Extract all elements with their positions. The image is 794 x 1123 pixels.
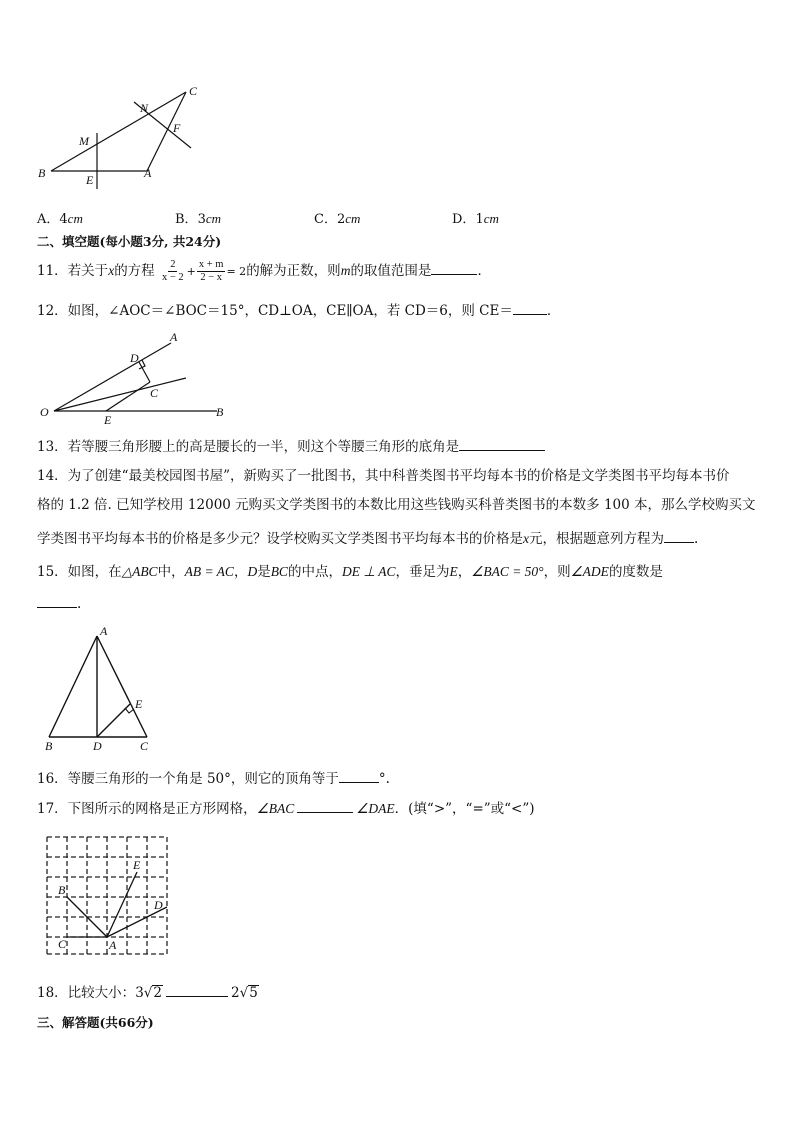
q11-text-3: 的解为正数，则 <box>246 263 341 279</box>
option-a-unit: cm <box>67 211 83 226</box>
q11-equals: = 2 <box>226 265 247 278</box>
label-A: A <box>144 166 152 180</box>
q15-triangle: △ABC <box>121 564 158 579</box>
label-C: C <box>140 739 149 753</box>
q14-text-a: 学类图书平均每本书的价格是多少元？设学校购买文学类图书平均每本书的价格是 <box>37 531 523 547</box>
q14-answer-blank[interactable] <box>664 530 694 543</box>
q15-text-6: ，垂足为 <box>395 564 450 580</box>
option-b-letter: B． <box>175 212 198 227</box>
q15-point-e: E <box>449 564 458 579</box>
question-12 <box>37 302 560 320</box>
figure-q12-angle <box>36 328 236 426</box>
q11-fraction-2 <box>197 259 226 284</box>
question-14-line-2: 格的 1.2 倍. 已知学校用 12000 元购买文学类图书的本数比用这些钱购买科普类图书的本数多 100 本，那么学校购买文 <box>37 497 756 513</box>
segment-AC <box>97 636 147 737</box>
q18-radicand-1: 2 <box>153 985 162 1001</box>
q16-text: 16．等腰三角形的一个角是 50°，则它的顶角等于 <box>37 771 339 787</box>
q13-answer-blank[interactable] <box>459 438 545 451</box>
q13-text: 13．若等腰三角形腰上的高是腰长的一半，则这个等腰三角形的底角是 <box>37 439 460 455</box>
q17-angle-dae: ∠DAE <box>356 801 395 816</box>
q11-fraction-1 <box>160 259 186 284</box>
q11-frac1-den: x − 2 <box>161 272 184 283</box>
q11-text-2: 的方程 <box>114 263 155 279</box>
q15-point-d: D <box>247 564 258 579</box>
label-O: O <box>40 405 49 419</box>
figure-q17-grid <box>42 832 174 958</box>
question-15 <box>37 563 663 581</box>
option-a[interactable] <box>37 208 83 227</box>
label-F: F <box>173 121 181 135</box>
question-14-line-3 <box>37 530 698 548</box>
label-B: B <box>38 166 46 180</box>
question-16 <box>37 770 390 788</box>
label-A: A <box>109 938 117 952</box>
ray-OC <box>54 378 186 411</box>
q17-text-1: 17．下图所示的网格是正方形网格， <box>37 801 257 817</box>
q18-coef-2: 2 <box>230 985 240 1001</box>
q18-radicand-2: 5 <box>249 985 258 1001</box>
q11-text-5: ． <box>477 263 491 279</box>
question-13 <box>37 438 545 456</box>
q14-var-x: x <box>523 531 529 546</box>
label-B: B <box>58 883 66 897</box>
section-heading-solutions: 三、解答题(共66分) <box>37 1015 154 1030</box>
q12-text: 12．如图，∠AOC＝∠BOC＝15°，CD⊥OA，CE∥OA，若 CD＝6，则 CE＝ <box>37 303 513 319</box>
q11-frac2-den: 2 − x <box>200 272 222 283</box>
section-heading-fill-in: 二、填空题(每小题3分, 共24分) <box>37 234 222 249</box>
option-c-value: 2 <box>336 212 346 227</box>
option-a-letter: A． <box>37 212 60 227</box>
q15-text-3: ， <box>233 564 248 580</box>
q16-answer-blank[interactable] <box>339 770 379 783</box>
q15-cond-1: AB = AC <box>184 564 234 579</box>
q15-text-9: 的度数是 <box>608 564 663 580</box>
label-M: M <box>79 134 89 148</box>
q18-radical-2: √ <box>239 985 249 1001</box>
q18-answer-blank[interactable] <box>166 984 228 997</box>
option-b[interactable] <box>175 208 221 227</box>
q11-answer-blank[interactable] <box>431 262 477 275</box>
q14-text-b: 元，根据题意列方程为 <box>529 531 664 547</box>
q12-end: ． <box>546 303 561 319</box>
question-17 <box>37 800 535 818</box>
question-14-line-1: 14．为了创建“最美校园图书屋”，新购买了一批图书，其中科普类图书平均每本书的价格是文学类图书平均每本书价 <box>37 468 730 484</box>
q15-text-7: ， <box>457 564 472 580</box>
q11-text-1: 11．若关于 <box>37 263 109 279</box>
segment-AB <box>49 636 97 737</box>
q11-text-4: 的取值范围是 <box>350 263 432 279</box>
segment-DE <box>97 704 130 737</box>
label-E: E <box>104 413 112 426</box>
q17-text-2: ．(填“>”，“=”或“<”) <box>394 801 535 817</box>
label-C: C <box>58 937 67 951</box>
figure-q10-triangle <box>30 78 210 193</box>
question-18 <box>37 984 259 1002</box>
label-E: E <box>86 173 94 187</box>
q15-text-8: ，则 <box>543 564 571 580</box>
label-C: C <box>189 84 198 98</box>
label-N: N <box>140 101 149 115</box>
q11-var-x: x <box>108 263 115 278</box>
q15-segment-bc: BC <box>270 564 288 579</box>
q14-end: . <box>694 531 699 547</box>
q15-angle-ade: ∠ADE <box>570 564 609 579</box>
label-E: E <box>135 697 143 711</box>
q15-cond-perp: DE ⊥ AC <box>341 564 396 579</box>
label-D: D <box>154 898 163 912</box>
option-d-unit: cm <box>483 211 499 226</box>
label-B: B <box>216 405 224 419</box>
label-D: D <box>93 739 102 753</box>
label-C: C <box>150 386 159 400</box>
question-15-answer-line <box>37 595 81 613</box>
q15-text-4: 是 <box>257 564 271 580</box>
q15-text-1: 15．如图，在 <box>37 564 122 580</box>
q18-text: 18．比较大小： <box>37 985 136 1001</box>
figure-q15-isosceles <box>40 622 160 754</box>
q11-plus: + <box>186 265 196 278</box>
q17-answer-blank[interactable] <box>297 800 353 813</box>
label-D: D <box>130 351 139 365</box>
q15-text-5: 的中点， <box>287 564 342 580</box>
q17-angle-bac: ∠BAC <box>256 801 295 816</box>
question-11 <box>37 258 491 285</box>
option-d[interactable] <box>452 208 499 227</box>
option-c[interactable] <box>314 208 360 227</box>
q12-answer-blank[interactable] <box>513 302 547 315</box>
option-d-value: 1 <box>475 212 484 227</box>
option-b-unit: cm <box>205 211 222 226</box>
ray-OA <box>54 343 171 411</box>
q18-radical-1: √ <box>143 985 153 1001</box>
q18-coef-1: 3 <box>135 985 144 1001</box>
q15-angle-bac: ∠BAC = 50° <box>471 564 544 579</box>
q16-end: °. <box>378 771 390 787</box>
option-a-value: 4 <box>59 212 68 227</box>
label-A: A <box>170 330 178 344</box>
segment-BC <box>51 92 186 171</box>
label-A: A <box>100 624 108 638</box>
q11-frac2-num: x + m <box>198 259 224 270</box>
q15-end: . <box>77 596 82 612</box>
option-b-value: 3 <box>197 212 206 227</box>
label-B: B <box>45 739 53 753</box>
label-E: E <box>133 858 141 872</box>
option-d-letter: D． <box>452 212 476 227</box>
segment-AE <box>107 872 137 937</box>
q15-text-2: 中， <box>157 564 185 580</box>
q11-frac1-num: 2 <box>170 259 176 270</box>
option-c-unit: cm <box>345 211 361 226</box>
option-c-letter: C． <box>314 212 337 227</box>
q11-var-m: m <box>340 263 351 278</box>
q15-answer-blank[interactable] <box>37 595 77 608</box>
